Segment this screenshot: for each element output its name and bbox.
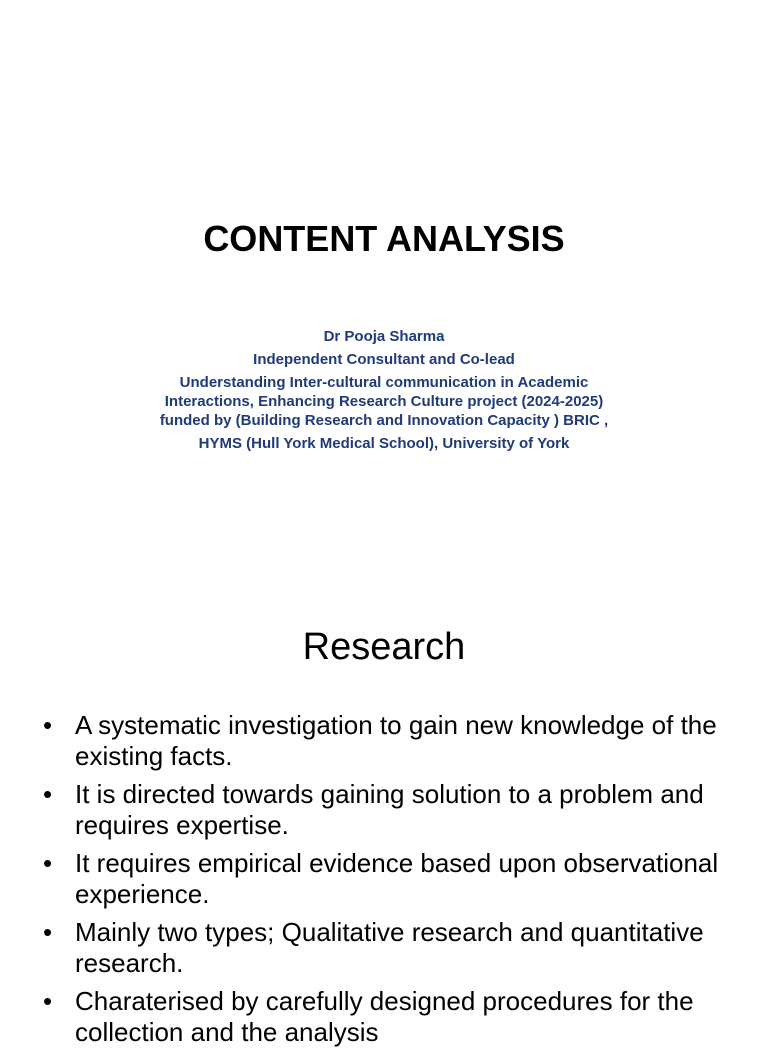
list-item: [40, 848, 740, 910]
author-role: Independent Consultant and Co-lead: [253, 351, 515, 368]
author-info: [84, 327, 684, 453]
slide-title: CONTENT ANALYSIS: [203, 218, 565, 259]
list-item: [40, 710, 740, 772]
bullet-icon: •: [43, 710, 53, 740]
bullet-text: A systematic investigation to gain new knowledge of the existing facts.: [75, 710, 717, 771]
bullet-icon: •: [43, 779, 53, 809]
bullet-icon: •: [43, 848, 53, 878]
bullet-text: Charaterised by carefully designed procedures for the collection and the analysis: [75, 986, 694, 1047]
project-line-3: funded by (Building Research and Innovation Capacity ) BRIC ,: [159, 412, 609, 429]
list-item: [40, 986, 740, 1048]
bullet-text: It requires empirical evidence based upon observational experience.: [75, 848, 719, 909]
bullet-text: It is directed towards gaining solution to a problem and requires expertise.: [75, 779, 704, 840]
project-line-2: Interactions, Enhancing Research Culture project (2024-2025): [164, 393, 604, 410]
slide-title: Research: [302, 626, 466, 668]
bullet-icon: •: [43, 917, 53, 947]
bullet-text: Mainly two types; Qualitative research and quantitative research.: [75, 917, 704, 978]
institution: HYMS (Hull York Medical School), University of York: [198, 435, 570, 452]
list-item: [40, 917, 740, 979]
list-item: [40, 779, 740, 841]
bullet-list: [40, 710, 740, 1055]
project-line-1: Understanding Inter-cultural communication in Academic: [179, 374, 589, 391]
author-name: Dr Pooja Sharma: [323, 328, 445, 345]
research-slide: [0, 576, 768, 1047]
bullet-icon: •: [43, 986, 53, 1016]
